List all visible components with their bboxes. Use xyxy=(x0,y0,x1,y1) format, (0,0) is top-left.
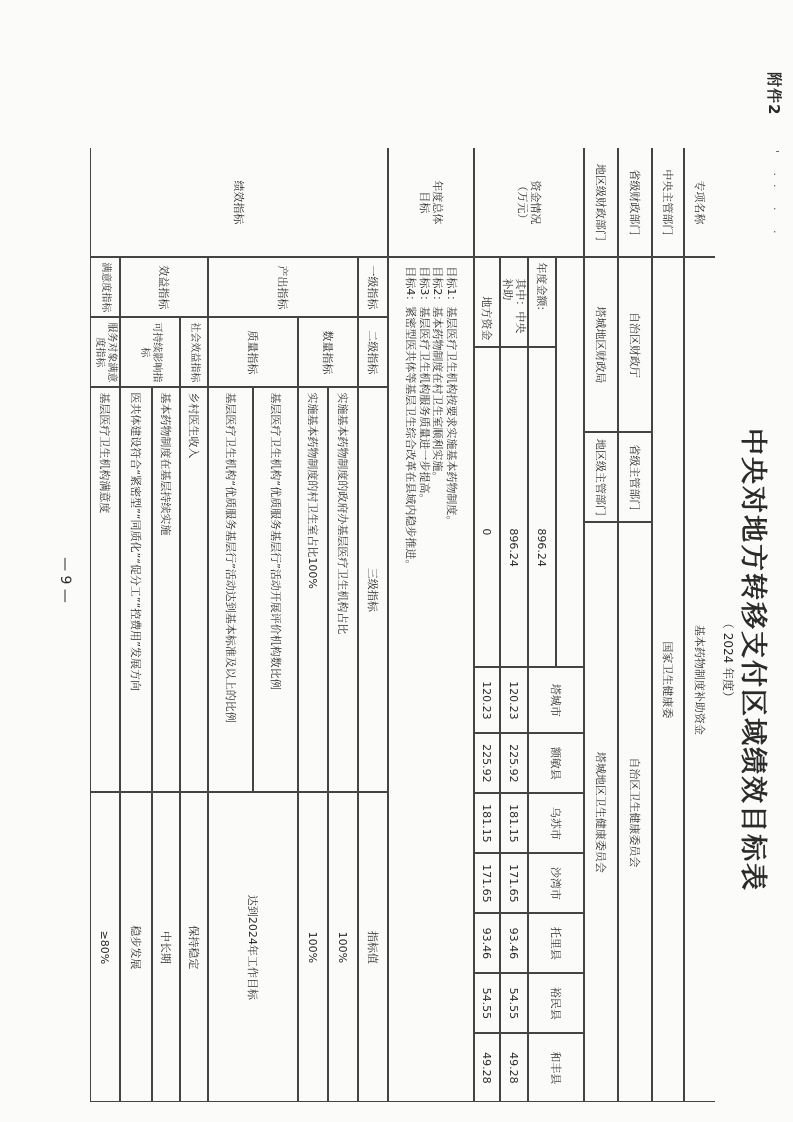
indicator-row: 基层医疗卫生机构满意度 xyxy=(90,387,120,792)
provincial-dept-label: 省级主管部门 xyxy=(618,432,652,522)
county-annual: 54.55 xyxy=(500,973,528,1033)
county-central: 225.92 xyxy=(474,733,500,793)
social-benefit-label: 社会效益指标 xyxy=(180,317,208,387)
goal-item: 目标2：基本药物制度在村卫生室顺利实施。 xyxy=(431,266,445,483)
local-funds-label: 地方资金 xyxy=(474,257,500,347)
central-dept-label: 中央主管部门 xyxy=(652,148,684,257)
output-indicator-label: 产出指标 xyxy=(208,257,358,317)
county-header: 额敏县 xyxy=(528,733,584,793)
indicator-value: 保持稳定 xyxy=(180,792,208,1102)
level3-header: 三级指标 xyxy=(358,387,388,792)
funds-label: 资金情况（万元） xyxy=(474,148,584,257)
quantity-indicator-label: 数量指标 xyxy=(298,317,358,387)
county-central: 54.55 xyxy=(474,973,500,1033)
indicator-row: 基层医疗卫生机构“优质服务基层行”活动达到基本标准及以上的比例 xyxy=(208,387,253,792)
indicator-row: 实施基本药物制度的政府办基层医疗卫生机构占比 xyxy=(328,387,358,792)
county-annual: 93.46 xyxy=(500,913,528,973)
annual-amount-label: 年度金额: xyxy=(528,257,556,347)
goal-item: 目标4：紧密型医共体等基层卫生综合改革在县域内稳步推进。 xyxy=(403,266,417,571)
goal-item: 目标1：基层医疗卫生机构按要求实施基本药物制度。 xyxy=(445,266,459,527)
indicator-value: 稳步发展 xyxy=(120,792,152,1102)
local-finance-label: 地区级财政部门 xyxy=(584,148,618,257)
value-header: 指标值 xyxy=(358,792,388,1102)
level2-header: 二级指标 xyxy=(358,317,388,387)
provincial-finance-value: 自治区财政厅 xyxy=(618,257,652,432)
annual-goals-list xyxy=(388,257,474,1102)
annual-amount-value: 896.24 xyxy=(528,347,556,667)
county-central: 93.46 xyxy=(474,913,500,973)
county-header: 乌苏市 xyxy=(528,793,584,853)
local-dept-value: 塔城地区卫生健康委员会 xyxy=(584,522,618,1102)
project-name-value: 基本药物制度补助资金 xyxy=(684,257,715,1102)
local-dept-label: 地区级主管部门 xyxy=(584,432,618,522)
indicator-value: ≥80% xyxy=(90,792,120,1102)
scan-specks: ' ·· · · xyxy=(768,150,781,242)
indicator-value: 中长期 xyxy=(152,792,180,1102)
service-satisfaction-label: 服务对象满意度指标 xyxy=(90,317,120,387)
indicator-row: 实施基本药物制度的村卫生室占比100% xyxy=(298,387,328,792)
county-annual: 225.92 xyxy=(500,733,528,793)
quality-indicator-label: 质量指标 xyxy=(208,317,298,387)
county-annual: 120.23 xyxy=(500,667,528,733)
indicator-value: 达到2024年工作目标 xyxy=(208,792,298,1102)
page-title: 中央对地方转移支付区域绩效目标表 xyxy=(737,428,768,892)
annex-label: 附件2 xyxy=(765,72,783,116)
county-annual: 181.15 xyxy=(500,793,528,853)
central-subsidy-label: 其中：中央补助 xyxy=(500,257,528,347)
county-header: 托里县 xyxy=(528,913,584,973)
annual-goals-label: 年度总体目标 xyxy=(388,148,474,257)
local-finance-value: 塔城地区财政局 xyxy=(584,257,618,432)
goal-item: 目标3：基层医疗卫生机构服务质量进一步提高。 xyxy=(417,266,431,505)
indicator-value: 100% xyxy=(298,792,328,1102)
county-central: 120.23 xyxy=(474,667,500,733)
satisfaction-indicator-label: 满意度指标 xyxy=(90,257,120,317)
level1-header: 一级指标 xyxy=(358,257,388,317)
county-annual: 49.28 xyxy=(500,1033,528,1102)
project-name-label: 专项名称 xyxy=(684,148,715,257)
county-header: 塔城市 xyxy=(528,667,584,733)
central-dept-value: 国家卫生健康委 xyxy=(652,257,684,1102)
indicator-row: 医共体建设符合“紧密型”“同质化”“促分工”“控费用”发展方向 xyxy=(120,387,152,792)
sustainability-label: 可持续影响指标 xyxy=(120,317,180,387)
indicator-row: 基层医疗卫生机构“优质服务基层行”活动开展评价机构数比例 xyxy=(253,387,298,792)
county-annual: 171.65 xyxy=(500,853,528,913)
county-header: 裕民县 xyxy=(528,973,584,1033)
benefit-indicator-label: 效益指标 xyxy=(120,257,208,317)
performance-section-label: 绩效指标 xyxy=(90,148,388,257)
county-central: 171.65 xyxy=(474,853,500,913)
county-header: 沙湾市 xyxy=(528,853,584,913)
page-number: — 9 — xyxy=(57,557,73,603)
local-funds-value: 0 xyxy=(474,347,500,667)
indicator-value: 100% xyxy=(328,792,358,1102)
provincial-finance-label: 省级财政部门 xyxy=(618,148,652,257)
year-subtitle: （ 2024 年度） xyxy=(721,616,735,704)
funds-header-blank xyxy=(556,257,584,667)
county-central: 49.28 xyxy=(474,1033,500,1102)
county-central: 181.15 xyxy=(474,793,500,853)
indicator-row: 乡村医生收入 xyxy=(180,387,208,792)
performance-table xyxy=(89,148,715,1103)
central-subsidy-value: 896.24 xyxy=(500,347,528,667)
provincial-dept-value: 自治区卫生健康委员会 xyxy=(618,522,652,1102)
indicator-row: 基本药物制度在基层持续实施 xyxy=(152,387,180,792)
county-header: 和丰县 xyxy=(528,1033,584,1102)
